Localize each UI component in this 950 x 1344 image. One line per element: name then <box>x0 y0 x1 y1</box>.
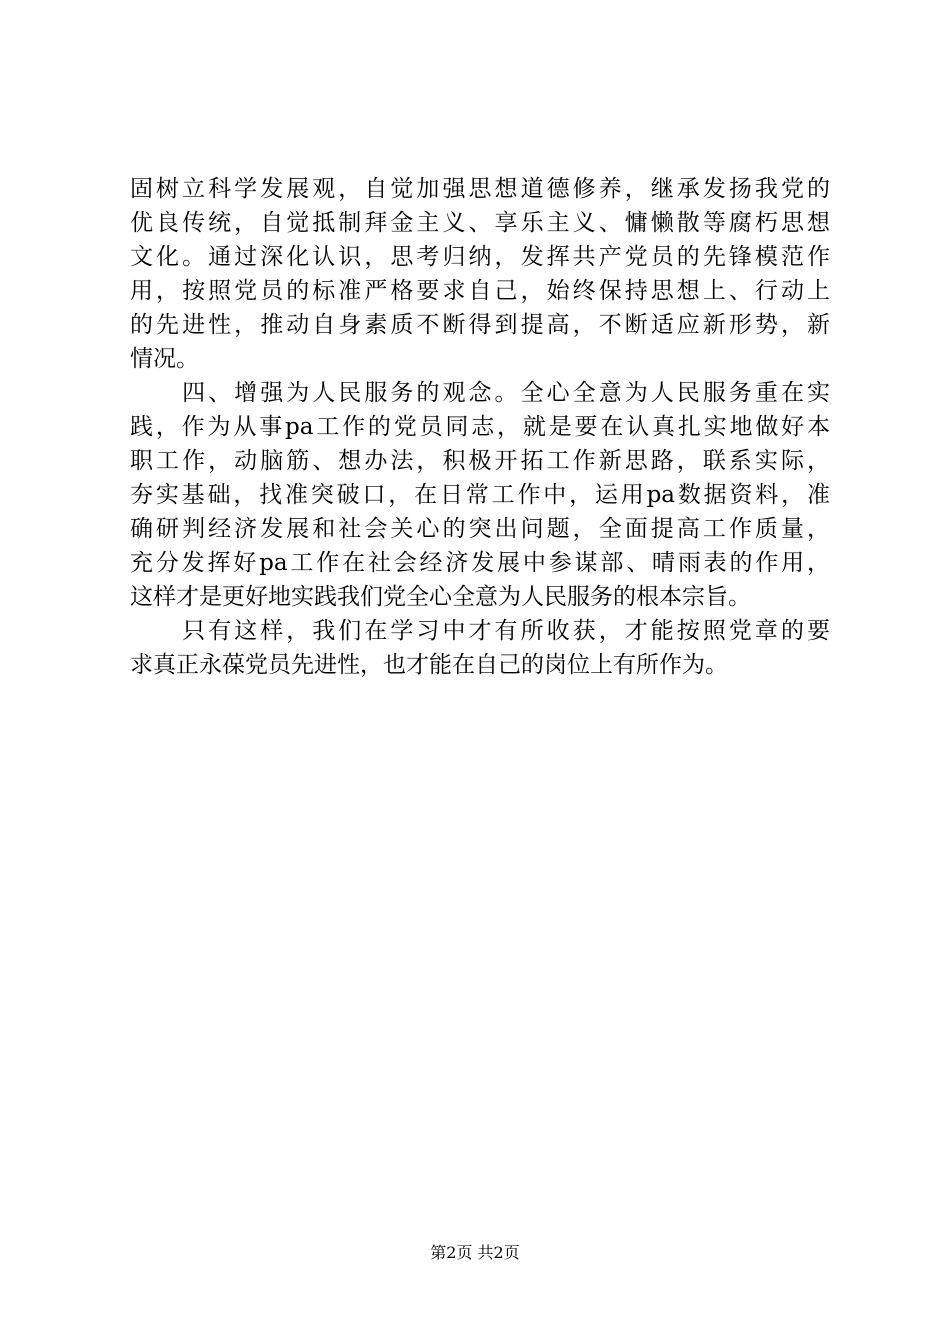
text-line: 情况。 <box>130 346 199 372</box>
text-line: 四、增强为人民服务的观念。全心全意为人民服务重在实 <box>130 380 830 406</box>
text-line: 这样才是更好地实践我们党全心全意为人民服务的根本宗旨。 <box>130 584 751 610</box>
text-line: 践，作为从事pa工作的党员同志，就是要在认真扎实地做好本 <box>130 414 830 440</box>
text-line: 求真正永葆党员先进性，也才能在自己的岗位上有所作为。 <box>130 652 728 678</box>
text-line: 充分发挥好pa工作在社会经济发展中参谋部、晴雨表的作用， <box>130 550 830 576</box>
text-line: 只有这样，我们在学习中才有所收获，才能按照党章的要 <box>130 618 830 644</box>
text-line: 夯实基础，找准突破口，在日常工作中，运用pa数据资料，准 <box>130 482 830 508</box>
text-line: 优良传统，自觉抵制拜金主义、享乐主义、慵懒散等腐朽思想 <box>130 210 830 236</box>
text-line: 确研判经济发展和社会关心的突出问题，全面提高工作质量， <box>130 516 830 542</box>
body-text <box>130 172 830 682</box>
text-line: 文化。通过深化认识，思考归纳，发挥共产党员的先锋模范作 <box>130 244 830 270</box>
text-line: 职工作，动脑筋、想办法，积极开拓工作新思路，联系实际， <box>130 448 830 474</box>
text-line: 用，按照党员的标准严格要求自己，始终保持思想上、行动上 <box>130 278 830 304</box>
text-line: 的先进性，推动自身素质不断得到提高，不断适应新形势，新 <box>130 312 830 338</box>
page-footer: 第2页 共2页 <box>430 1243 520 1262</box>
text-line: 固树立科学发展观，自觉加强思想道德修养，继承发扬我党的 <box>130 176 830 202</box>
